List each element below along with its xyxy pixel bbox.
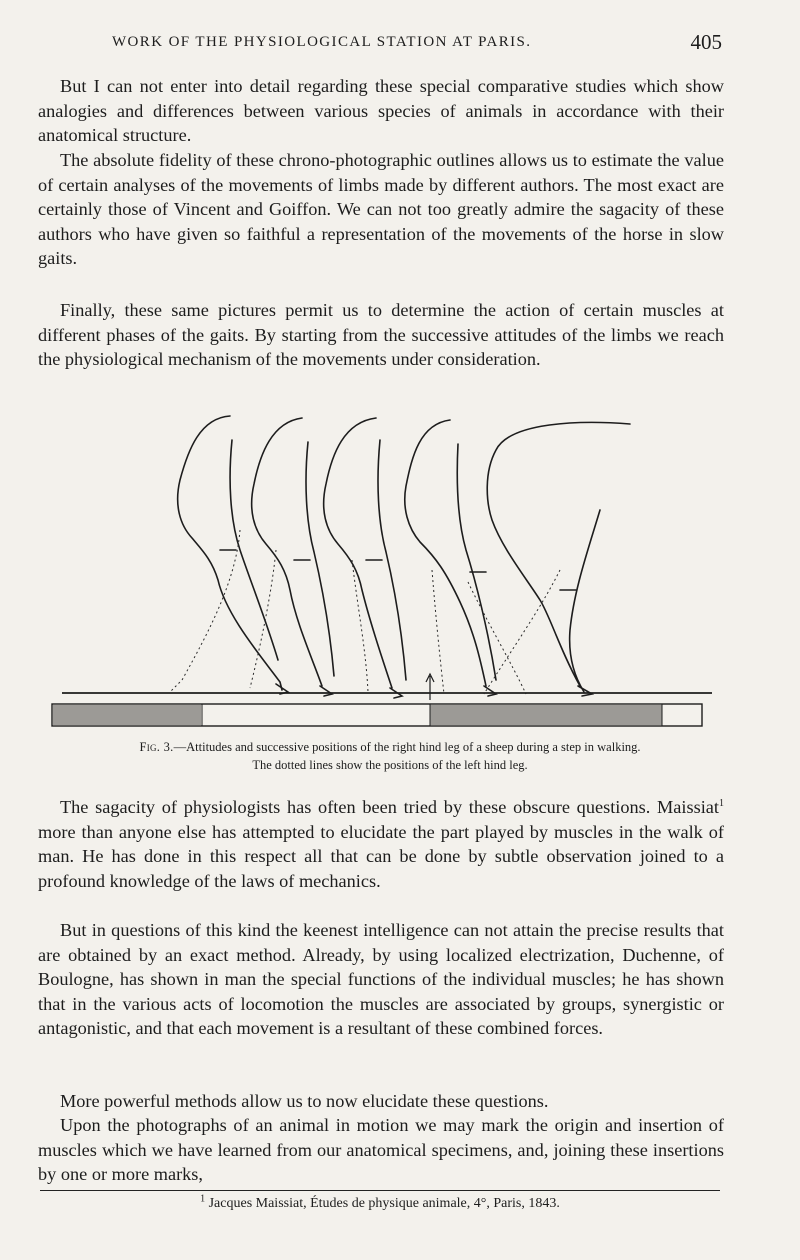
leg-outline-4 xyxy=(405,420,486,686)
sheep-leg-illustration xyxy=(40,410,730,740)
paragraph-photographs xyxy=(38,1113,724,1187)
footnote-reference: 1 xyxy=(719,797,724,809)
paragraph-text: Upon the photographs of an animal in motion we may mark the origin and insertion of muscles which we have learned from our anatomical specimens, and, joining these insertions by one or more marks, xyxy=(38,1115,724,1184)
caption-line-2: The dotted lines show the positions of the left hind leg. xyxy=(252,758,528,772)
paragraph-text: The absolute fidelity of these chrono-photographic outlines allows us to estimate the value of certain analyses of the movements of limbs made by different authors. The most exact are certainly those of Vincent and Goiffon. We can not too greatly admire the sagacity of these authors who have given so faithful a representation of the movements of the horse in slow gaits. xyxy=(38,150,724,268)
footnote xyxy=(40,1193,720,1212)
dotted-leg-2 xyxy=(250,550,276,688)
hoof-5 xyxy=(578,686,592,696)
leg-outline-2b xyxy=(306,442,334,676)
leg-outlines xyxy=(178,416,630,698)
page-number: 405 xyxy=(690,30,722,54)
paragraph-text xyxy=(38,795,724,893)
running-title: WORK OF THE PHYSIOLOGICAL STATION AT PARIS. xyxy=(112,34,532,50)
paragraph-fidelity xyxy=(38,148,724,271)
leg-outline-5 xyxy=(487,422,630,686)
paragraph-text-start: The sagacity of physiologists has often been tried by these obscure questions. Maissiat xyxy=(60,797,719,817)
paragraph-text-end: more than anyone else has attempted to elucidate the part played by muscles in the walk of man. He has done in this respect all that can be done by subtle observation joined to a profound knowledge of the laws of mechanics. xyxy=(38,821,724,891)
dotted-leg-4 xyxy=(432,570,444,694)
paragraph-muscle-action xyxy=(38,298,724,372)
footnote-text: Jacques Maissiat, Études de physique animale, 4°, Paris, 1843. xyxy=(205,1196,560,1211)
caption-label: Fig. 3. xyxy=(139,740,174,754)
caption-text: —Attitudes and successive positions of the right hind leg of a sheep during a step in walking. xyxy=(173,740,641,754)
paragraph-text: But in questions of this kind the keenest intelligence can not attain the precise results that are obtained by an exact method. Already, by using localized electrization, Duchenne, of Boulogne, has shown in man the special functions of the individual muscles; he has shown that in the various acts of locomotion the muscles are associated by groups, synergistic or antagonistic, and that each movement is a resultant of these combined forces. xyxy=(38,920,724,1038)
leg-outline-3 xyxy=(324,418,392,688)
paragraph-text: More powerful methods allow us to now elucidate these questions. xyxy=(60,1091,549,1111)
paragraph-comparative-studies xyxy=(38,74,724,148)
footnote-marker: 1 xyxy=(200,1193,206,1205)
paragraph-text: Finally, these same pictures permit us to determine the action of certain muscles at different phases of the gaits. By starting from the successive attitudes of the limbs we reach the physiological mechanism of the movements under consideration. xyxy=(38,300,724,369)
paragraph-duchenne xyxy=(38,918,724,1041)
hoof-2 xyxy=(320,686,332,696)
paragraph-text: But I can not enter into detail regarding these special comparative studies which show analogies and differences between various species of animals in accordance with their anatomical structure. xyxy=(38,76,724,145)
figure-sheep-hind-leg xyxy=(40,410,730,740)
running-head xyxy=(40,30,730,60)
dotted-left-leg xyxy=(170,530,560,694)
paragraph-powerful-methods xyxy=(38,1089,724,1114)
leg-outline-5b xyxy=(570,510,600,692)
paragraph-maissiat xyxy=(38,795,724,893)
footnote-divider xyxy=(40,1190,720,1191)
dotted-leg-5 xyxy=(468,582,526,694)
figure-caption xyxy=(40,738,740,774)
scale-bar xyxy=(52,704,702,726)
leg-outline-2 xyxy=(252,418,322,686)
reference-arrow xyxy=(426,674,434,700)
